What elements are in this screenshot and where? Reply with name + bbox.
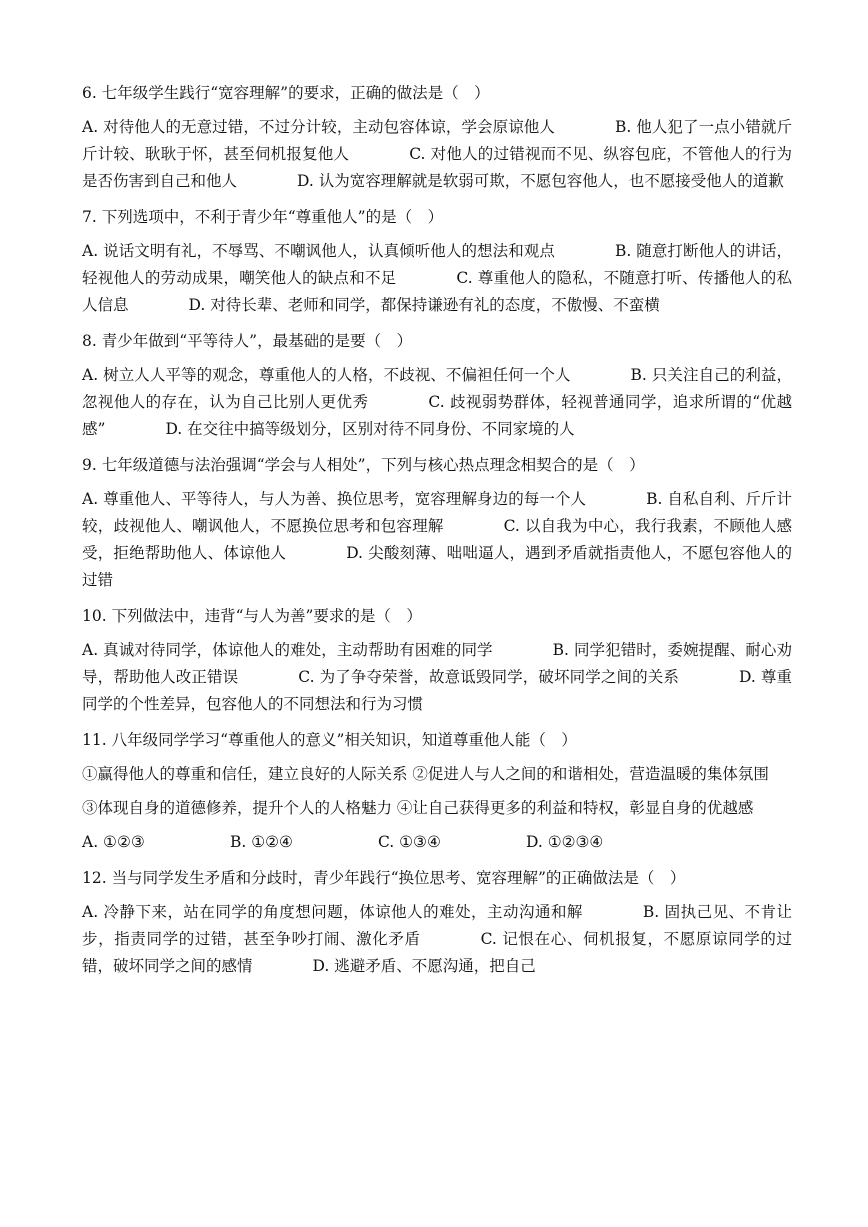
option-a: A. 尊重他人、平等待人，与人为善、换位思考，宽容理解身边的每一个人 [82, 490, 587, 508]
option-a: A. 真诚对待同学，体谅他人的难处，主动帮助有困难的同学 [82, 641, 493, 659]
question-stem: 11. 八年级同学学习“尊重他人的意义”相关知识，知道尊重他人能（ ） [82, 731, 577, 749]
question-8 [82, 328, 792, 443]
question-stem: 9. 七年级道德与法治强调“学会与人相处”，下列与核心热点理念相契合的是（ ） [82, 456, 645, 474]
option-b: B. 固执己见、不肯让步，指责同学的过错，甚至争吵打闹、激化矛盾 [82, 903, 792, 948]
option-a: A. 说话文明有礼，不辱骂、不嘲讽他人，认真倾听他人的想法和观点 [82, 242, 555, 260]
option-b: B. 自私自利、斤斤计较，歧视他人、嘲讽他人，不愿换位思考和包容理解 [82, 490, 792, 535]
choice-a: A. ①②③ [82, 833, 145, 851]
question-7 [82, 204, 792, 319]
question-9 [82, 452, 792, 594]
question-10 [82, 603, 792, 718]
answer-choices [82, 829, 792, 856]
option-d: D. 在交往中搞等级划分，区别对待不同身份、不同家境的人 [165, 420, 575, 438]
question-11 [82, 727, 792, 856]
option-a: A. 对待他人的无意过错，不过分计较，主动包容体谅，学会原谅他人 [82, 118, 555, 136]
option-d: D. 逃避矛盾、不愿沟通，把自己 [312, 957, 536, 975]
option-b: B. 同学犯错时，委婉提醒、耐心劝导，帮助他人改正错误 [82, 641, 792, 686]
question-6 [82, 80, 792, 195]
question-options [82, 238, 792, 319]
question-options [82, 362, 792, 443]
exam-page [82, 80, 792, 989]
choice-b: B. ①②④ [230, 833, 293, 851]
option-c: C. 以自我为中心，我行我素，不顾他人感受，拒绝帮助他人、体谅他人 [82, 517, 792, 562]
option-b: B. 只关注自己的利益，忽视他人的存在，认为自己比别人更优秀 [82, 366, 792, 411]
statement-group-2: ③体现自身的道德修养，提升个人的人格魅力 ④让自己获得更多的利益和特权，彰显自身的优越感 [82, 799, 754, 817]
option-d: D. 认为宽容理解就是软弱可欺，不愿包容他人，也不愿接受他人的道歉 [297, 172, 784, 190]
option-c: C. 记恨在心、伺机报复，不愿原谅同学的过错，破坏同学之间的感情 [82, 930, 792, 975]
option-c: C. 尊重他人的隐私，不随意打听、传播他人的私人信息 [82, 269, 792, 314]
option-d: D. 尊重同学的个性差异，包容他人的不同想法和行为习惯 [82, 668, 792, 713]
question-stem: 12. 当与同学发生矛盾和分歧时，青少年践行“换位思考、宽容理解”的正确做法是（ ） [82, 869, 686, 887]
question-options [82, 114, 792, 195]
option-a: A. 冷静下来，站在同学的角度想问题，体谅他人的难处，主动沟通和解 [82, 903, 583, 921]
option-c: C. 歧视弱势群体，轻视普通同学，追求所谓的“优越感” [82, 393, 792, 438]
statement-group-1: ①赢得他人的尊重和信任，建立良好的人际关系 ②促进人与人之间的和谐相处，营造温暖的集体氛围 [82, 765, 769, 783]
question-options [82, 637, 792, 718]
option-c: C. 为了争夺荣誉，故意诋毁同学，破坏同学之间的关系 [298, 668, 679, 686]
option-c: C. 对他人的过错视而不见、纵容包庇，不管他人的行为是否伤害到自己和他人 [82, 145, 792, 190]
question-12 [82, 865, 792, 980]
question-stem: 10. 下列做法中，违背“与人为善”要求的是（ ） [82, 607, 422, 625]
option-b: B. 他人犯了一点小错就斤斤计较、耿耿于怀，甚至伺机报复他人 [82, 118, 792, 163]
option-a: A. 树立人人平等的观念，尊重他人的人格，不歧视、不偏袒任何一个人 [82, 366, 571, 384]
option-d: D. 尖酸刻薄、咄咄逼人，遇到矛盾就指责他人，不愿包容他人的过错 [82, 544, 792, 589]
question-stem: 8. 青少年做到“平等待人”，最基础的是要（ ） [82, 332, 413, 350]
choice-d: D. ①②③④ [526, 833, 604, 851]
choice-c: C. ①③④ [378, 833, 441, 851]
option-b: B. 随意打断他人的讲话，轻视他人的劳动成果，嘲笑他人的缺点和不足 [82, 242, 792, 287]
question-stem: 6. 七年级学生践行“宽容理解”的要求，正确的做法是（ ） [82, 84, 490, 102]
question-options [82, 486, 792, 594]
question-options [82, 899, 792, 980]
option-d: D. 对待长辈、老师和同学，都保持谦逊有礼的态度，不傲慢、不蛮横 [188, 296, 660, 314]
question-stem: 7. 下列选项中，不利于青少年“尊重他人”的是（ ） [82, 208, 444, 226]
